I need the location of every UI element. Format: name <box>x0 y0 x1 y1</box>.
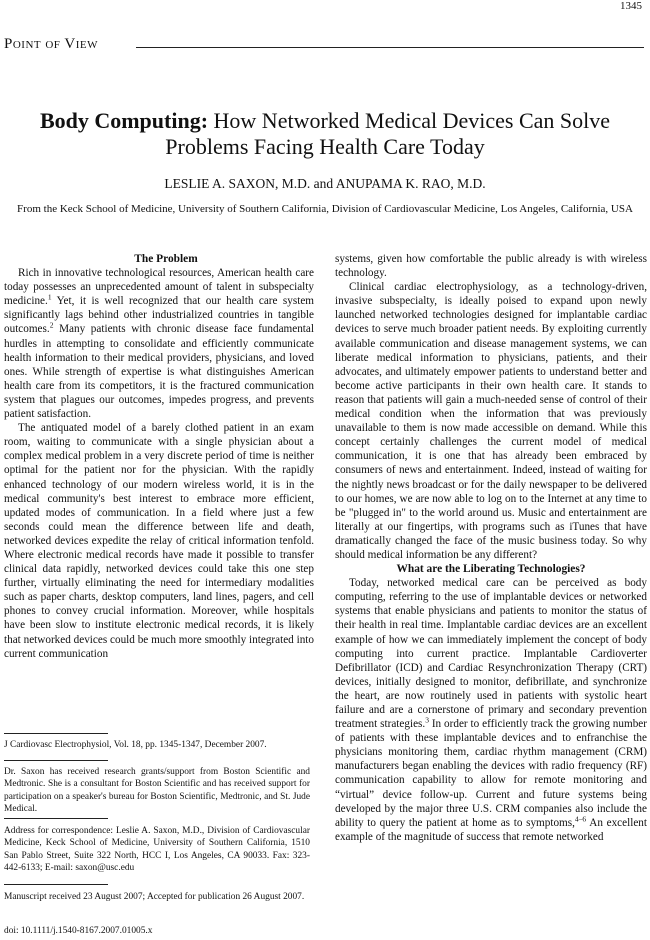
affiliation: From the Keck School of Medicine, University of Southern California, Division of Cardiovascular Medicine, Los Angeles, California, USA <box>17 203 633 215</box>
paragraph: The antiquated model of a barely clothed patient in an exam room, waiting to communicate with a single physician about a complex medical problem in a very discrete period of time is neither optimal for the patient nor for the physician. With the rapidly enhanced technology of our modern wireless world, it is in the medical community's best interest to embrace more efficient, updated modes of communication. In a field where just a few seconds could mean the difference between life and death, networked devices expedite the relay of critical information tenfold. Where electronic medical records have made it possible to transfer clinical data rapidly, networked devices could take this one step further, virtually eliminating the need for intermediary modalities such as paper charts, desktop computers, land lines, pagers, and cell phones to convey crucial information. Moreover, while hospitals have been slow to institute electronic medical records, it is likely that networked devices could be much more smoothly integrated into current communication <box>4 422 314 660</box>
heading-liberating-technologies: What are the Liberating Technologies? <box>396 563 586 576</box>
text: Today, networked medical care can be perceived as body computing, referring to the use of implantable devices or networked systems that enable physicians and patients to monitor the status of their health in real time. Implantable cardiac devices are an excellent example of how we can immediately implement the concept of body computing into current practice. Implantable Cardioverter Defibrillator (ICD) and Cardiac Resynchronization Therapy (CRT) devices, initially designed to monitor, defibrillate, and synchronize the heart, are now routinely used in patients with systolic heart failure and are a cornerstone of primary and secondary prevention treatment strategies. <box>335 577 647 731</box>
paragraph <box>335 576 647 844</box>
section-label: Point of View <box>4 36 98 52</box>
text: An excellent example of the magnitude of success that remote networked <box>335 816 647 843</box>
footnote-disclosure: Dr. Saxon has received research grants/support from Boston Scientific and Medtronic. She is a consultant for Boston Scientific and has received support for participation on a speaker's bureau for Boston Scientific, Medtronic, and St. Jude Medical. <box>4 767 310 814</box>
paragraph: systems, given how comfortable the public already is with wireless technology. <box>335 253 647 280</box>
article-title <box>0 108 650 160</box>
footnote-rule <box>4 818 108 819</box>
footnote-rule <box>4 733 108 734</box>
footnote-doi: doi: 10.1111/j.1540-8167.2007.01005.x <box>4 926 153 936</box>
paragraph <box>4 266 314 421</box>
heading-the-problem: The Problem <box>134 253 198 265</box>
citation: 1 <box>47 292 52 302</box>
citation: 2 <box>49 320 54 330</box>
title-bold: Body Computing: <box>39 108 209 133</box>
footnote-correspondence: Address for correspondence: Leslie A. Saxon, M.D., Division of Cardiovascular Medicine, Keck School of Medicine, University of Southern California, 1510 San Pablo Street, Suite 322 North, HCC I, Los Angeles, CA 90033. Fax: 323-442-6133; E-mail: saxon@usc.edu <box>4 826 310 873</box>
title-rest: How Networked Medical Devices Can Solve Problems Facing Health Care Today <box>165 108 611 159</box>
footnote-rule <box>4 760 108 761</box>
citation: 3 <box>425 715 429 725</box>
authors: LESLIE A. SAXON, M.D. and ANUPAMA K. RAO, M.D. <box>164 176 486 191</box>
page-number: 1345 <box>620 0 642 12</box>
paragraph: Clinical cardiac electrophysiology, as a technology-driven, invasive subspecialty, is ideally poised to expand upon newly launched networked technologies designed for implantable cardiac devices to serve much broader patient needs. By exploiting currently available communication and disease management systems, we can liberate medical information to physicians, patients, and their advocates, and ultimately empower patients to understand better and become active participants in their own health care. It stands to reason that patients will gain a much-needed sense of control of their medical condition when the information that was previously unavailable to them is now made accessible on demand. While this concept certainly challenges the current model of medical communication, it is one that has already been embraced by consumers of news and entertainment. Indeed, instead of waiting for the nightly news broadcast or for the daily newspaper to be delivered to our homes, we are now able to log on to the Internet at any time to be "plugged in" to the world around us. Music and entertainment are literally at our fingertips, with programs such as iTunes that have dramatically changed the face of the music business today. So why should medical information be any different? <box>335 281 647 561</box>
footnote-journal: J Cardiovasc Electrophysiol, Vol. 18, pp. 1345-1347, December 2007. <box>4 740 267 750</box>
right-column <box>335 252 647 844</box>
text: Yet, it is well recognized that our health care system significantly lags behind other industrialized countries in tangible outcomes. <box>4 295 314 336</box>
left-column <box>4 252 314 661</box>
section-rule <box>136 47 644 48</box>
text: Many patients with chronic disease face fundamental hurdles in attempting to consolidate and efficiently communicate health information to their medical providers, physicians, and loved ones. While strength of expertise is what distinguishes American health care from its competitors, it is the fractured communication system that plagues our outcomes, impedes progress, and prevents patient satisfaction. <box>4 323 314 421</box>
text: In order to efficiently track the growing number of patients with these implantable devices and to enfranchise the physicians monitoring them, cardiac rhythm management (CRM) manufacturers began enabling the devices with radio frequency (RF) communication capability to allow for remote monitoring and “virtual” device follow-up. Current and future systems being developed by the major three U.S. CRM companies also include the ability to query the patient at home as to symptoms, <box>335 718 647 829</box>
footnote-received: Manuscript received 23 August 2007; Accepted for publication 26 August 2007. <box>4 892 305 902</box>
footnote-rule <box>4 884 108 885</box>
citation: 4–6 <box>574 814 587 824</box>
text: Rich in innovative technological resources, American health care today possesses an unprecedented amount of talent in subspecialty medicine. <box>4 267 314 308</box>
